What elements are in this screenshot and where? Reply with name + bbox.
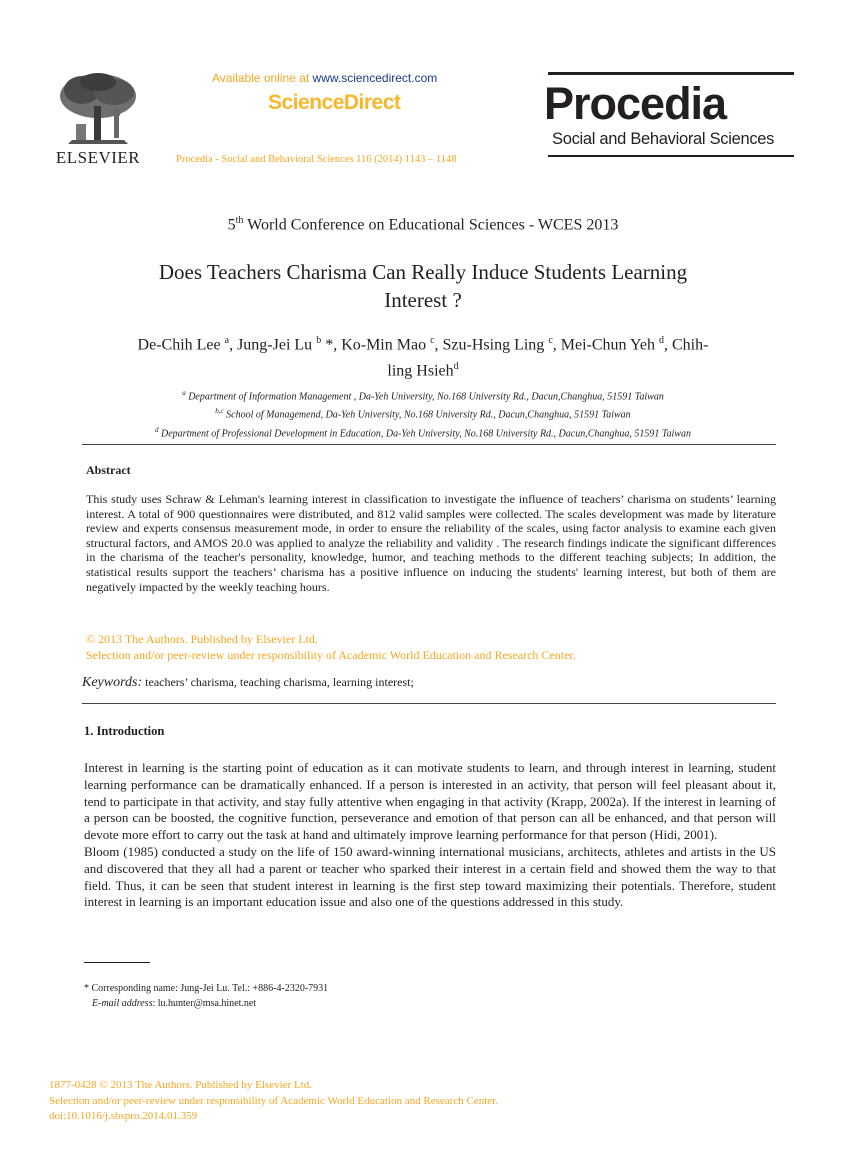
corresponding-mark: *	[321, 336, 334, 354]
sciencedirect-link[interactable]: www.sciencedirect.com	[312, 71, 438, 85]
elsevier-logo	[52, 70, 144, 166]
footnote	[84, 981, 328, 1011]
abstract-copyright	[86, 631, 776, 663]
divider	[82, 444, 776, 445]
corresponding-author: * Corresponding name: Jung-Jei Lu. Tel.: +886-4-2320-7931	[84, 983, 329, 994]
abstract-heading: Abstract	[86, 463, 131, 477]
author-affil-sup: d	[659, 335, 664, 346]
copyright-line: © 2013 The Authors. Published by Elsevier Ltd.	[86, 632, 318, 646]
footer-doi[interactable]: doi:10.1016/j.sbspro.2014.01.359	[49, 1110, 198, 1122]
introduction-body	[84, 760, 776, 911]
divider	[82, 703, 776, 704]
email-address[interactable]: : lu.hunter@msa.hinet.net	[152, 998, 257, 1009]
paper-title-line1: Does Teachers Charisma Can Really Induce Students Learning	[158, 260, 688, 284]
available-prefix: Available online at	[212, 71, 313, 85]
author-affil-sup: c	[430, 335, 435, 346]
sciencedirect-brand: ScienceDirect	[268, 91, 401, 114]
paper-title-line2: Interest ?	[384, 288, 462, 312]
author-name: , Chih-	[664, 336, 709, 354]
email-label: E-mail address	[92, 998, 153, 1009]
paragraph: Interest in learning is the starting point of education as it can motivate students to learn, and through interest in learning, student learning performance can be dramatically enhanced. If a person is interested in an activity, that person will feel pleasant about it, tend to participate in that activity, and stay fully attentive when engaging in that activity (Krapp, 2002a). If the interest in learning of a person can be boosted, the cognitive function, perseverance and emotion of that person can all be enhanced, and that person will devote more effort to carry out the task at hand and ultimately improve learning performance for that person (Hidi, 2001).	[84, 760, 776, 843]
author-name: , Szu-Hsing Ling	[434, 336, 549, 354]
paragraph: Bloom (1985) conducted a study on the life of 150 award-winning international musicians, architects, athletes and artists in the US and discovered that they all had a parent or teacher who sparked their interest in a certain field and showed them the way to that field. Thus, it can be seen that student interest in learning is the first step toward maximizing their potentials. Therefore, student interest in learning is an important education issue and also one of the questions addressed in this study.	[84, 843, 776, 910]
keywords-text: teachers’ charisma, teaching charisma, learning interest;	[142, 675, 414, 689]
author-name: ling Hsieh	[387, 362, 454, 380]
footer-review: Selection and/or peer-review under responsibility of Academic World Education and Research Center.	[49, 1094, 498, 1107]
author-affil-sup: c	[548, 335, 553, 346]
footer-issn: 1877-0428 © 2013 The Authors. Published by Elsevier Ltd.	[49, 1079, 312, 1091]
paper-title	[60, 258, 786, 314]
author-name: , Jung-Jei Lu	[229, 336, 317, 354]
author-affil-sup: a	[224, 335, 230, 346]
affiliation-item: $^{b,c}$ School of Managemend, Da-Yeh University, No.168 University Rd., Dacun,Changhua, 51591 Taiwan	[215, 407, 631, 421]
affiliation-item: $^a$ Department of Information Management , Da-Yeh University, No.168 University Rd., Dacun,Changhua, 51591 Taiwan	[182, 389, 664, 403]
procedia-top-rule	[548, 72, 794, 75]
keywords-label: Keywords:	[82, 675, 143, 690]
affiliation-item: $^d$ Department of Professional Development in Education, Da-Yeh University, No.168 University Rd., Dacun,Changhua, 51591 Taiwan	[155, 425, 691, 439]
abstract-body: This study uses Schraw & Lehman's learning interest in classification to investigate the influence of teachers’ charisma on students’ learning interest. A total of 900 questionnaires were distributed, and 812 valid samples were collected. The scales development was made by literature review and experts consensus measurement mode, in order to ensure the reliability of the scales, using factor analysis to examine each given structural factors, and AMOS 20.0 was applied to analyze the reliability and validity . The research findings indicate the significant differences in the charisma of the teacher's personality, knowledge, humor, and teaching methods to the different teaching subjects; In addition, the statistical results support the teachers’ charisma has a positive influence on inducing the students' learning interest, but both of them are negatively impacted by the weekly teaching hours.	[86, 492, 776, 594]
journal-citation: Procedia - Social and Behavioral Sciences 116 (2014) 1143 – 1148	[176, 154, 457, 165]
author-list	[60, 330, 786, 383]
author-name: , Mei-Chun Yeh	[552, 336, 659, 354]
conference-name: World Conference on Educational Sciences - WCES 2013	[243, 216, 619, 234]
conference-ordinal-sup: th	[235, 215, 244, 226]
author-name: , Ko-Min Mao	[333, 336, 431, 354]
author-affil-sup: b	[316, 335, 322, 346]
author-affil-sup: d	[453, 361, 459, 373]
procedia-bottom-rule	[548, 155, 794, 157]
section-heading: 1. Introduction	[84, 724, 165, 738]
author-name: De-Chih Lee	[137, 336, 225, 354]
conference-ordinal: 5	[227, 216, 236, 234]
procedia-subtitle: Social and Behavioral Sciences	[552, 130, 775, 148]
availability-line	[212, 71, 437, 85]
affiliations	[60, 386, 786, 441]
publisher-name: ELSEVIER	[55, 148, 141, 167]
keywords	[82, 675, 414, 691]
footnote-rule	[84, 962, 150, 963]
review-line: Selection and/or peer-review under responsibility of Academic World Education and Research Center.	[86, 648, 576, 662]
procedia-title: Procedia	[544, 78, 727, 129]
conference-line	[60, 215, 786, 234]
page-footer	[49, 1078, 498, 1125]
